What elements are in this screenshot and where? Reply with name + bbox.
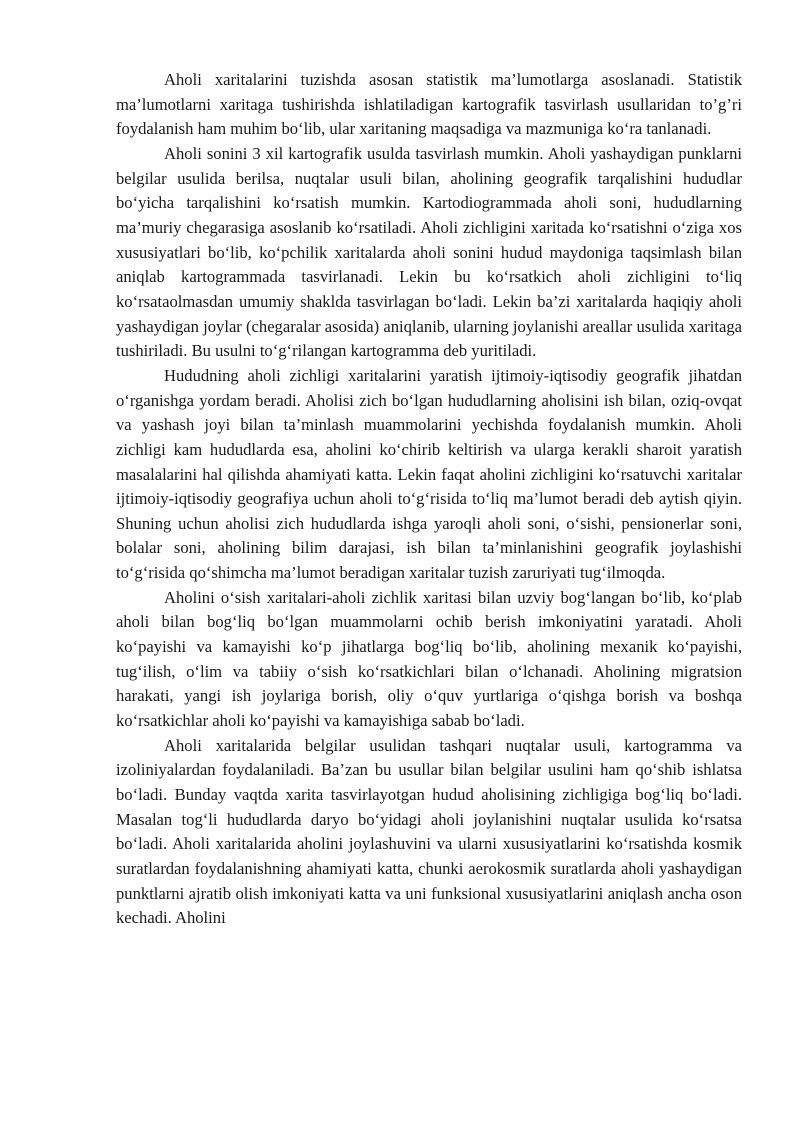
- paragraph: Aholi sonini 3 xil kartografik usulda tasvirlash mumkin. Aholi yashaydigan punklarni belgilar usulida berilsa, nuqtalar usuli bilan, aholining geografik tarqalishini hududlar bo‘yicha tarqalishini ko‘rsatish mumkin. Kartodiogrammada aholi soni, hududlarning ma’muriy chegarasiga asoslanib ko‘rsatiladi. Aholi zichligini xaritada ko‘rsatishni o‘ziga xos xususiyatlari bo‘lib, ko‘pchilik xaritalarda aholi sonini hudud maydoniga taqsimlash bilan aniqlab kartogrammada tasvirlanadi. Lekin bu ko‘rsatkich aholi zichligini to‘liq ko‘rsataolmasdan umumiy shaklda tasvirlagan bo‘ladi. Lekin ba’zi xaritalarda haqiqiy aholi yashaydigan joylar (chegaralar asosida) aniqlanib, ularning joylanishi areallar usulida xaritaga tushiriladi. Bu usulni to‘g‘rilangan kartogramma deb yuritiladi.: [116, 143, 742, 361]
- paragraph: Aholi xaritalarida belgilar usulidan tashqari nuqtalar usuli, kartogramma va izoliniyalardan foydalaniladi. Ba’zan bu usullar bilan belgilar usulini ham qo‘shib ishlatsa bo‘ladi. Bunday vaqtda xarita tasvirlayotgan hudud aholisining zichligiga bog‘liq bo‘ladi. Masalan tog‘li hududlarda daryo bo‘yidagi aholi joylanishini nuqtalar usulida ko‘rsatsa bo‘ladi. Aholi xaritalarida aholini joylashuvini va ularni xususiyatlarini ko‘rsatishda kosmik suratlardan foydalanishning ahamiyati katta, chunki aerokosmik suratlarda aholi yashaydigan punktlarni ajratib olish imkoniyati katta va uni funksional xususiyatlarini aniqlash ancha oson kechadi. Aholini: [116, 735, 742, 928]
- paragraph: Hududning aholi zichligi xaritalarini yaratish ijtimoiy-iqtisodiy geografik jihatdan o‘rganishga yordam beradi. Aholisi zich bo‘lgan hududlarning aholisini ish bilan, oziq-ovqat va yashash joyi bilan ta’minlash muammolarini yechishda foydalanish mumkin. Aholi zichligi kam hududlarda esa, aholini ko‘chirib keltirish va ularga kerakli sharoit yaratish masalalarini hal qilishda ahamiyati katta. Lekin faqat aholini zichligini ko‘rsatuvchi xaritalar ijtimoiy-iqtisodiy geografiya uchun aholi to‘g‘risida to‘liq ma’lumot beradi deb aytish qiyin. Shuning uchun aholisi zich hududlarda ishga yaroqli aholi soni, o‘sishi, pensionerlar soni, bolalar soni, aholining bilim darajasi, ish bilan ta’minlanishini geografik joylashishi to‘g‘risida qo‘shimcha ma’lumot beradigan xaritalar tuzish zaruriyati tug‘ilmoqda.: [116, 365, 742, 583]
- document-page: [116, 68, 742, 931]
- paragraph: Aholi xaritalarini tuzishda asosan statistik ma’lumotlarga asoslanadi. Statistik ma’lumotlarni xaritaga tushirishda ishlatiladigan kartografik tasvirlash usullaridan to’g’ri foydalanish ham muhim bo‘lib, ular xaritaning maqsadiga va mazmuniga ko‘ra tanlanadi.: [116, 70, 742, 139]
- paragraph: Aholini o‘sish xaritalari-aholi zichlik xaritasi bilan uzviy bog‘langan bo‘lib, ko‘plab aholi bilan bog‘liq bo‘lgan muammolarni ochib berish imkoniyatini yaratadi. Aholi ko‘payishi va kamayishi ko‘p jihatlarga bog‘liq bo‘lib, aholining mexanik ko‘payishi, tug‘ilish, o‘lim va tabiiy o‘sish ko‘rsatkichlari bilan o‘lchanadi. Aholining migratsion harakati, yangi ish joylariga borish, oliy o‘quv yurtlariga o‘qishga borish va boshqa ko‘rsatkichlar aholi ko‘payishi va kamayishiga sabab bo‘ladi.: [116, 587, 742, 731]
